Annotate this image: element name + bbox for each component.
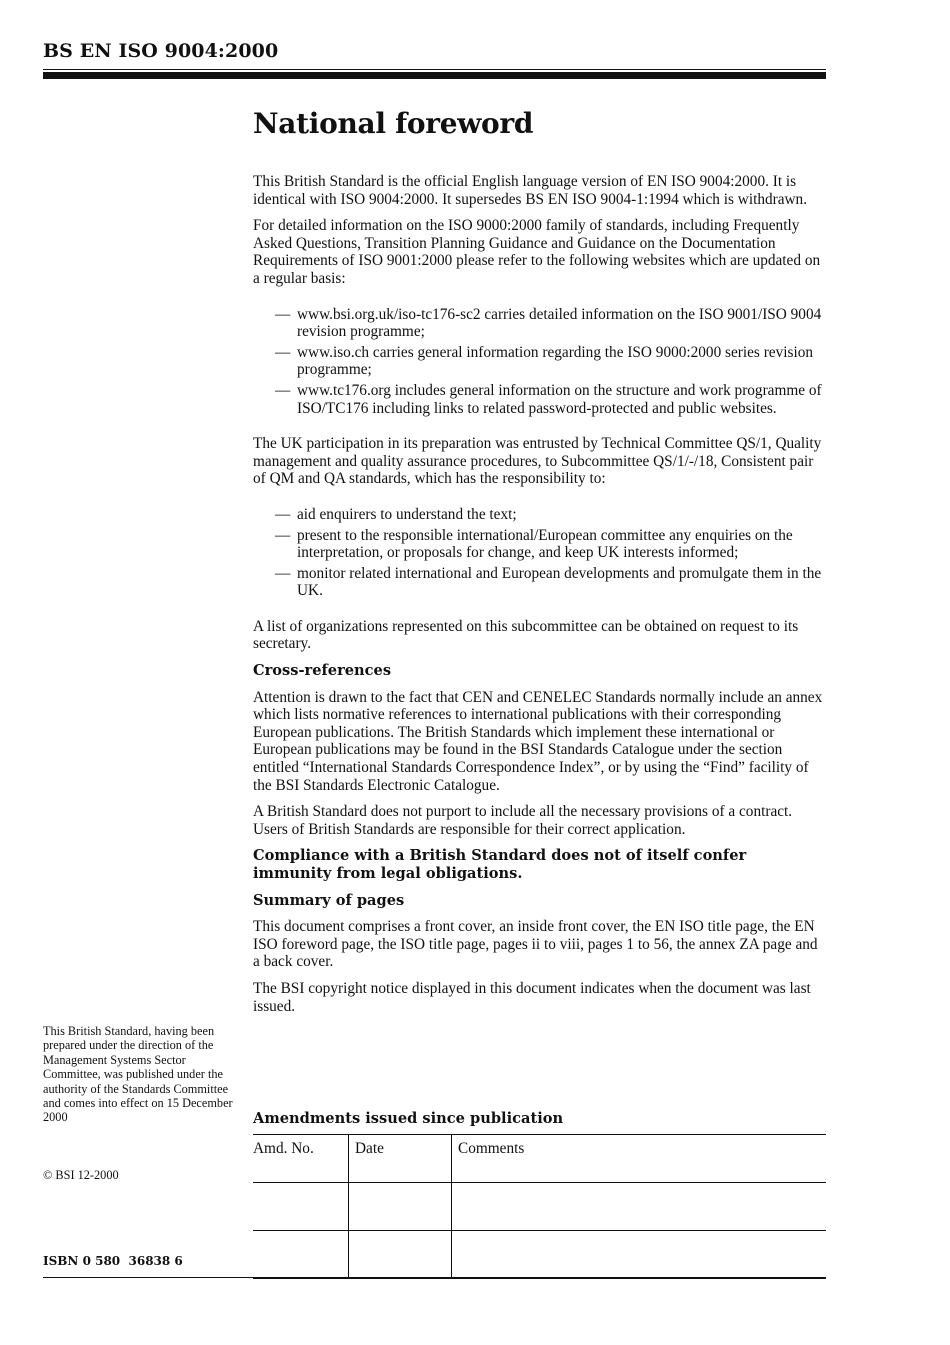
foreword-body	[253, 106, 827, 1024]
document-code: BS EN ISO 9004:2000	[43, 40, 279, 62]
table-header-row	[253, 1135, 826, 1183]
list-item: — www.iso.ch carries general information regarding the ISO 9000:2000 series revision programme;	[275, 343, 813, 379]
responsibility-item-text: monitor related international and European developments and promulgate them in the UK.	[297, 564, 822, 600]
table-cell	[253, 1231, 349, 1279]
table-cell	[349, 1183, 452, 1231]
page-title: National foreword	[253, 107, 534, 140]
table-cell	[253, 1183, 349, 1231]
responsibility-item-text: aid enquirers to understand the text;	[297, 505, 517, 523]
column-header-date: Date	[349, 1135, 452, 1183]
cross-references-paragraph: Attention is drawn to the fact that CEN and CENELEC Standards normally include an annex which lists normative references to international publications with their corresponding European publications. The British Standards which implement these international or European publications may be found in the BSI Standards Catalogue under the section entitled “International Standards Correspondence Index”, or by using the “Find” facility of the BSI Standards Electronic Catalogue.	[253, 688, 823, 794]
website-item-text: www.iso.ch carries general information regarding the ISO 9000:2000 series revision programme;	[297, 343, 813, 379]
participation-paragraph: The UK participation in its preparation was entrusted by Technical Committee QS/1, Quality management and quality assurance procedures, to Subcommittee QS/1/-/18, Consistent pair of QM and QA standards, which has the responsibility to:	[253, 435, 822, 488]
website-item-text: www.tc176.org includes general information on the structure and work programme of ISO/TC176 including links to related password-protected and public websites.	[297, 381, 822, 417]
website-item-text: www.bsi.org.uk/iso-tc176-sc2 carries detailed information on the ISO 9001/ISO 9004 revision programme;	[297, 305, 822, 341]
header-thin-rule	[43, 69, 826, 70]
copyright-line: © BSI 12-2000	[43, 1168, 119, 1182]
websites-list	[275, 306, 827, 418]
cross-references-heading: Cross-references	[253, 662, 392, 680]
publication-note: This British Standard, having been prepared under the direction of the Management Systems Sector Committee, was published under the authority of the Standards Committee and comes into effect on 15 December 2000	[43, 1024, 233, 1125]
header-thick-rule	[43, 72, 826, 79]
copyright-notice-paragraph: The BSI copyright notice displayed in this document indicates when the document was last issued.	[253, 979, 811, 1015]
intro-paragraph-1: This British Standard is the official English language version of EN ISO 9004:2000. It is identical with ISO 9004:2000. It supersedes BS EN ISO 9004-1:1994 which is withdrawn.	[253, 173, 808, 208]
list-item: — present to the responsible international/European committee any enquiries on the interpretation, or proposals for change, and keep UK interests informed;	[275, 526, 793, 562]
table-cell	[452, 1183, 827, 1231]
table-cell	[452, 1231, 827, 1279]
responsibility-item-text: present to the responsible international/European committee any enquiries on the interpretation, or proposals for change, and keep UK interests informed;	[297, 526, 793, 562]
isbn-line: ISBN 0 580 36838 6	[43, 1254, 183, 1268]
summary-of-pages-paragraph: This document comprises a front cover, an inside front cover, the EN ISO title page, the EN ISO foreword page, the ISO title page, pages ii to viii, pages 1 to 56, the annex ZA page and a back cover.	[253, 918, 818, 971]
column-header-comments: Comments	[452, 1135, 827, 1183]
list-item: — www.bsi.org.uk/iso-tc176-sc2 carries detailed information on the ISO 9001/ISO 9004 revision programme;	[275, 305, 822, 341]
list-item: — www.tc176.org includes general information on the structure and work programme of ISO/TC176 including links to related password-protected and public websites.	[275, 381, 822, 417]
list-item: — monitor related international and European developments and promulgate them in the UK.	[275, 564, 822, 600]
table-cell	[349, 1231, 452, 1279]
column-header-amd-no: Amd. No.	[253, 1135, 349, 1183]
amendments-heading: Amendments issued since publication	[253, 1110, 564, 1127]
list-item: — aid enquirers to understand the text;	[275, 505, 517, 523]
footer-rule	[43, 1277, 826, 1278]
amendments-table	[253, 1134, 826, 1279]
responsibilities-list	[275, 506, 827, 600]
summary-of-pages-heading: Summary of pages	[253, 891, 405, 909]
table-row	[253, 1231, 826, 1279]
compliance-statement: Compliance with a British Standard does not of itself confer immunity from legal obligations.	[253, 847, 747, 882]
intro-paragraph-2: For detailed information on the ISO 9000:2000 family of standards, including Frequently Asked Questions, Transition Planning Guidance and Guidance on the Documentation Requirements of ISO 9001:2000 please refer to the following websites which are updated on a regular basis:	[253, 217, 821, 287]
table-row	[253, 1183, 826, 1231]
provisions-paragraph: A British Standard does not purport to include all the necessary provisions of a contract. Users of British Standards are responsible for their correct application.	[253, 803, 793, 838]
organizations-paragraph: A list of organizations represented on this subcommittee can be obtained on request to its secretary.	[253, 617, 799, 653]
